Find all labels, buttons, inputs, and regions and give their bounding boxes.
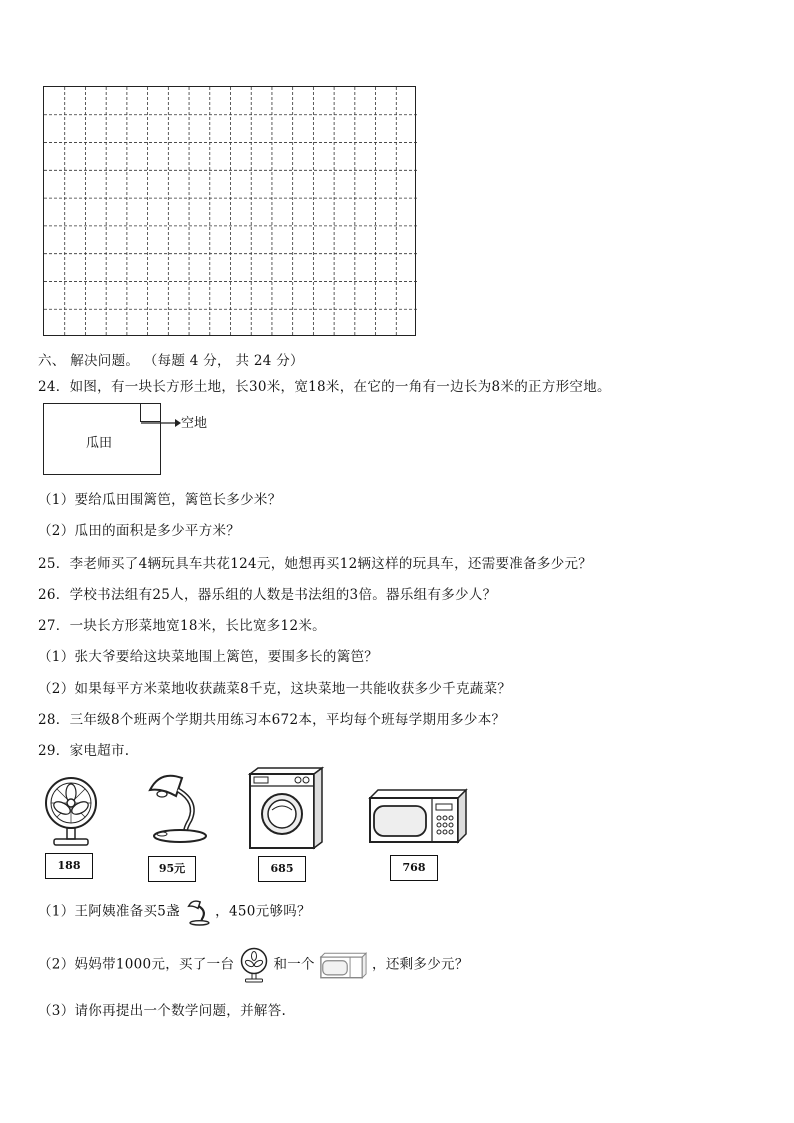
- section-title: 六、 解决问题。 （每题 4 分， 共 24 分）: [38, 353, 304, 369]
- question-24: 24．如图，有一块长方形土地，长30米，宽18米，在它的一角有一边长为8米的正方形空地。: [38, 379, 611, 395]
- empty-plot-label: 空地: [181, 416, 208, 431]
- answer-writing-grid: [43, 86, 416, 336]
- question-27: 27．一块长方形菜地宽18米，长比宽多12米。: [38, 618, 326, 634]
- fan-price-tag: 188: [45, 853, 93, 879]
- electric-fan-icon: [42, 775, 100, 847]
- microwave-oven-icon: [366, 786, 468, 844]
- question-29-sub1-start: （1）王阿姨准备买5盏: [38, 903, 180, 920]
- question-29: 29．家电超市.: [38, 743, 130, 759]
- washing-machine-icon: [246, 766, 326, 850]
- question-25: 25．李老师买了4辆玩具车共花124元，她想再买12辆这样的玩具车，还需要准备多少元？: [38, 556, 593, 572]
- question-27-sub2: （2）如果每平方米菜地收获蔬菜8千克，这块菜地一共能收获多少千克蔬菜？: [38, 681, 512, 697]
- electric-fan-icon: [239, 947, 269, 983]
- desk-lamp-icon: [185, 898, 211, 926]
- question-26: 26．学校书法组有25人，器乐组的人数是书法组的3倍。器乐组有多少人？: [38, 587, 497, 603]
- question-29-sub1: [38, 898, 311, 926]
- question-29-sub1-end: ，450元够吗？: [215, 903, 311, 920]
- question-29-sub3: （3）请你再提出一个数学问题，并解答.: [38, 1003, 287, 1019]
- microwave-price-tag: 768: [390, 855, 438, 881]
- question-27-sub1: （1）张大爷要给这块菜地围上篱笆，要围多长的篱笆？: [38, 649, 379, 665]
- question-28: 28．三年级8个班两个学期共用练习本672本，平均每个班每学期用多少本？: [38, 712, 506, 728]
- melon-field-label: 瓜田: [86, 436, 113, 451]
- question-29-sub2-end: ，还剩多少元？: [372, 956, 469, 973]
- melon-field-diagram: [43, 403, 161, 475]
- question-24-sub1: （1）要给瓜田围篱笆，篱笆长多少米？: [38, 492, 282, 508]
- question-29-sub2: [38, 947, 469, 983]
- microwave-oven-icon: [319, 950, 367, 980]
- question-29-sub2-mid: 和一个: [273, 956, 315, 973]
- question-24-sub2: （2）瓜田的面积是多少平方米？: [38, 523, 241, 539]
- washer-price-tag: 685: [258, 856, 306, 882]
- desk-lamp-icon: [140, 768, 212, 844]
- question-29-sub2-start: （2）妈妈带1000元，买了一台: [38, 956, 235, 973]
- lamp-price-tag: 95元: [148, 856, 196, 882]
- grid-lines: [44, 87, 417, 337]
- arrow-icon: [141, 418, 181, 428]
